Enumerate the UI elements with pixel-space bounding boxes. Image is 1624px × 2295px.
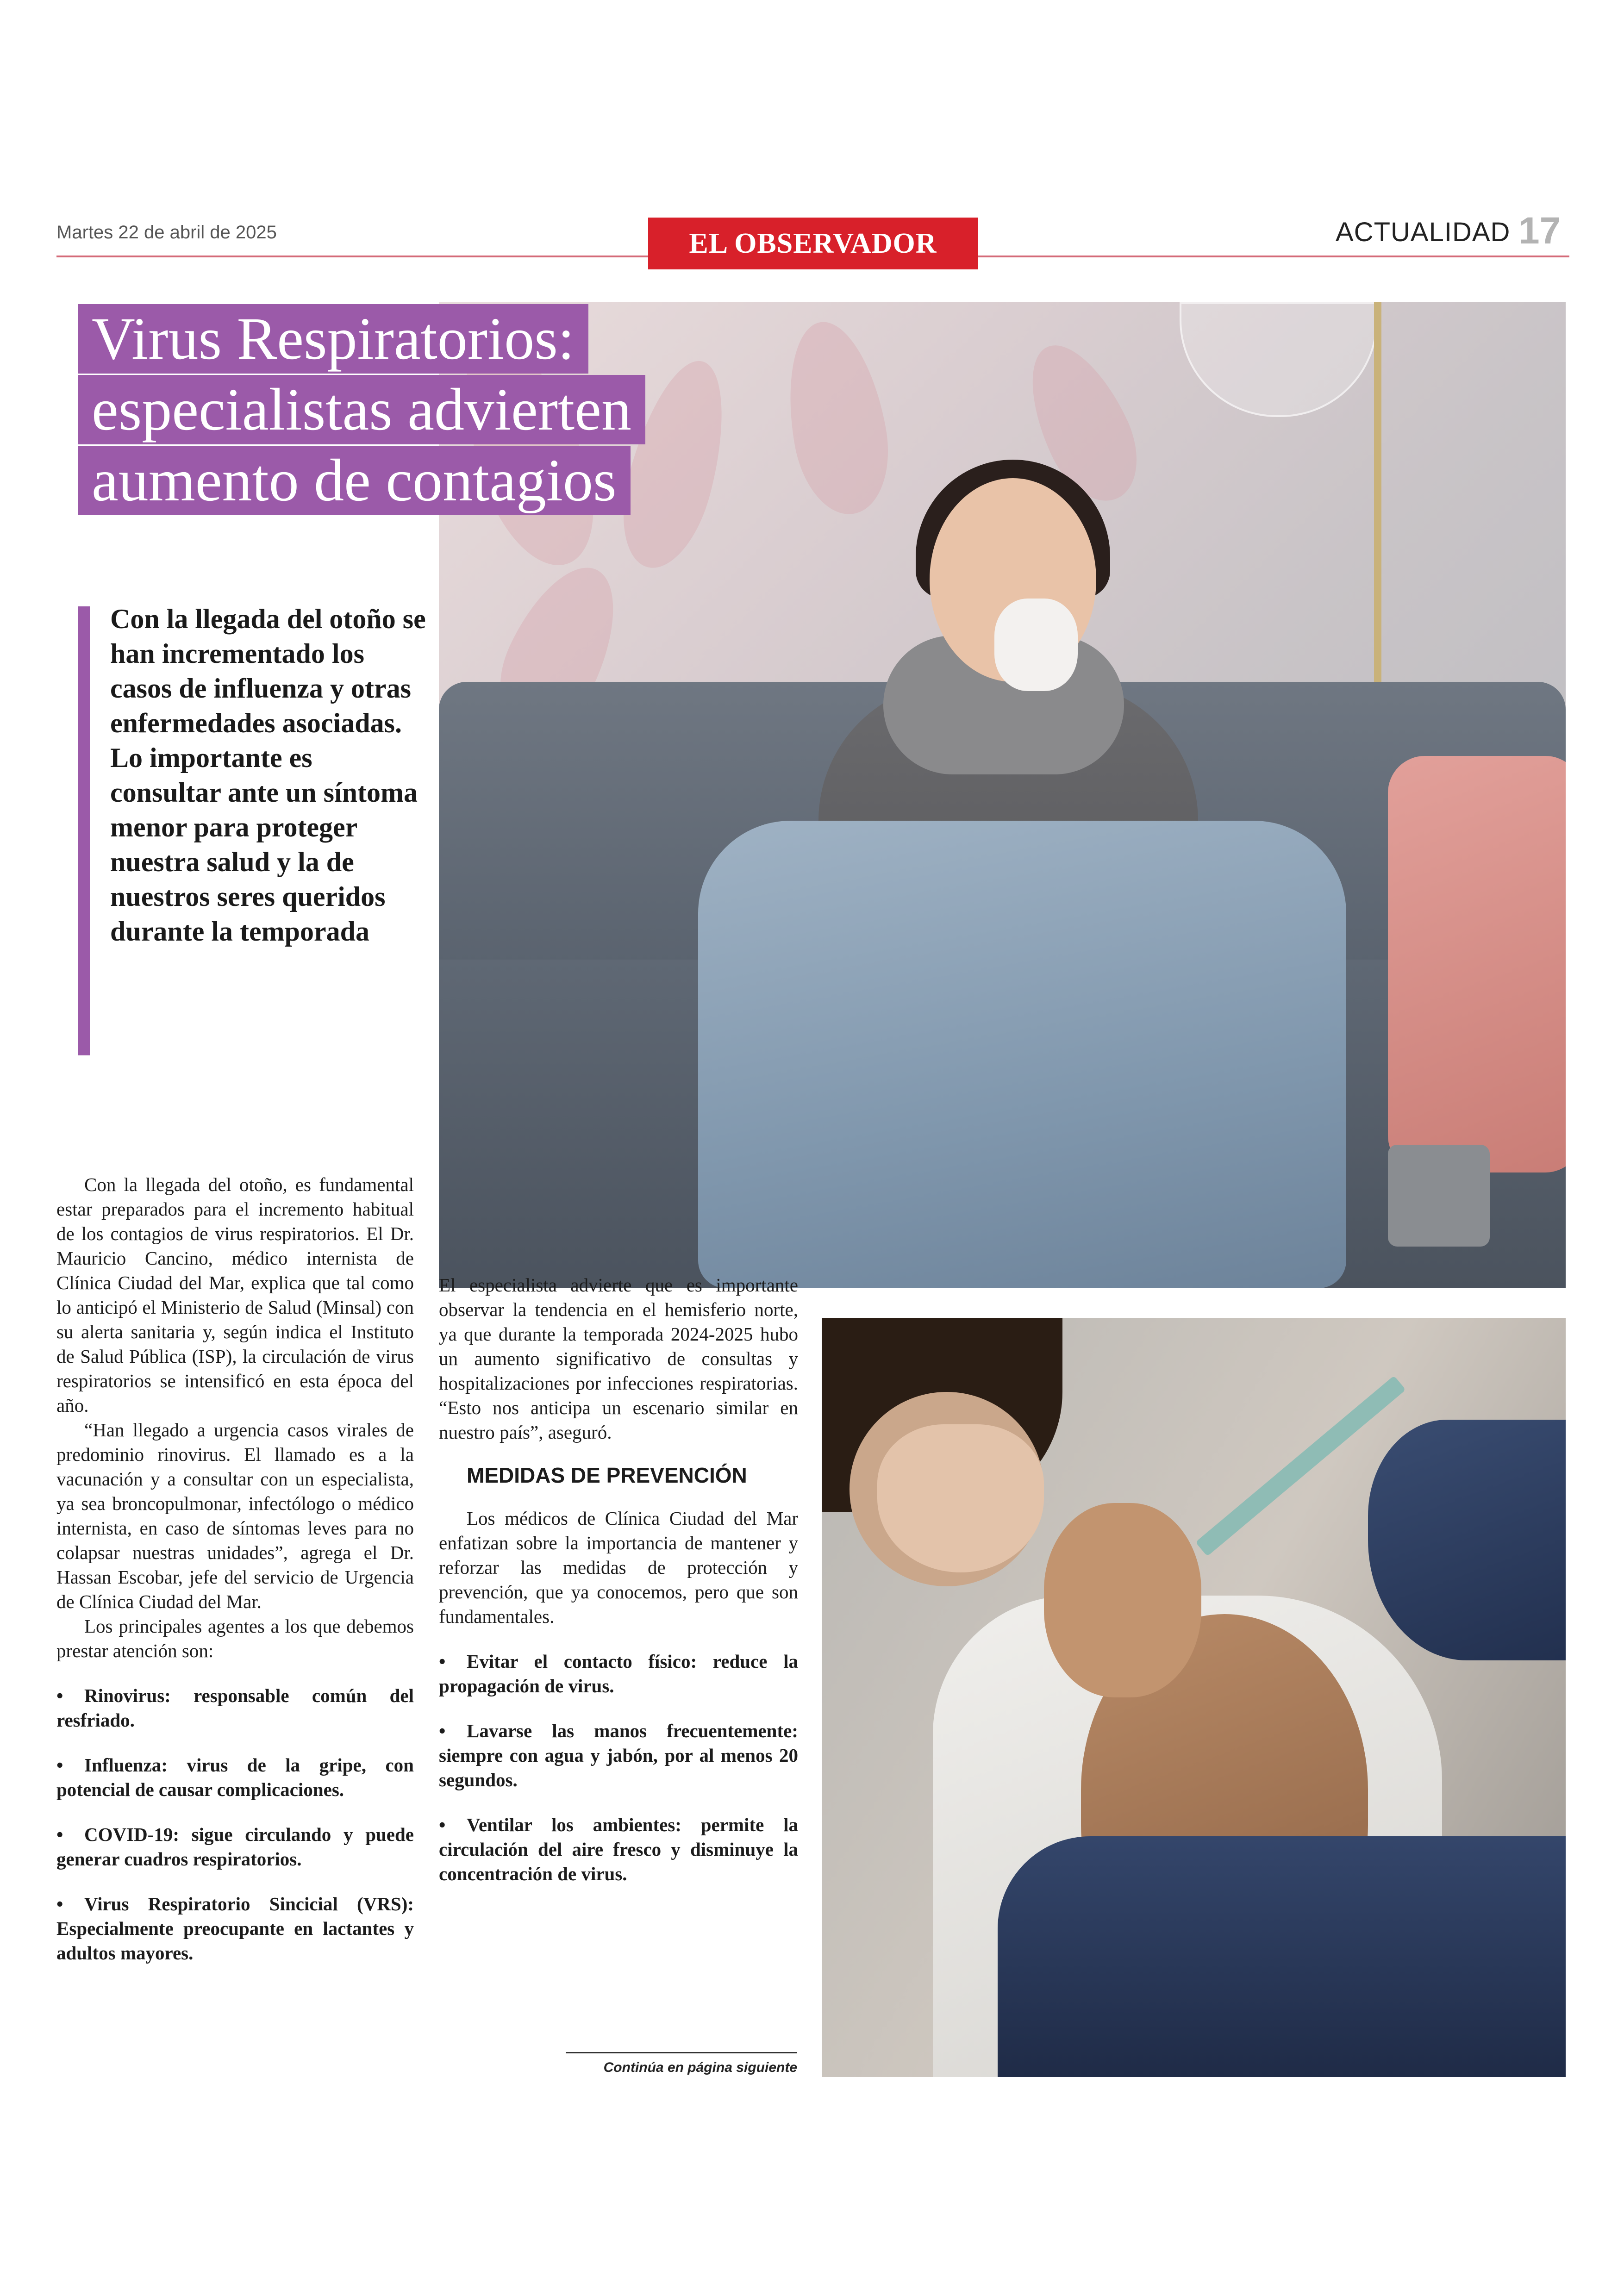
vaccination-photo (822, 1318, 1566, 2077)
headline-line-3: aumento de contagios (78, 446, 631, 515)
bullet-icon: • (56, 1754, 63, 1776)
continued-note: Continúa en página siguiente (603, 2060, 797, 2075)
lead-paragraph: Con la llegada del otoño se han incrementado los casos de influenza y otras enfermedades asociadas. Lo importante es consultar ante un síntoma menor para proteger nuestra salud y la de nuestros seres queridos durante la temporada (110, 604, 426, 947)
bullet-text: Rinovirus: responsable común del resfriado. (56, 1685, 414, 1731)
bullet-icon: • (439, 1720, 446, 1741)
body-paragraph: Con la llegada del otoño, es fundamental estar preparados para el incremento habitual de los contagios de virus respiratorios. El Dr. Mauricio Cancino, médico internista de Clínica Ciudad del Mar, explica que tal como lo anticipó el Ministerio de Salud (Minsal) con su alerta sanitaria y, según indica el Instituto de Salud Pública (ISP), la circulación de virus respiratorios se intensificó en esta época del año. (56, 1174, 414, 1416)
bullet-text: COVID-19: sigue circulando y puede generar cuadros respiratorios. (56, 1824, 414, 1870)
body-paragraph: Los principales agentes a los que debemos prestar atención son: (56, 1615, 414, 1661)
masthead-logo: EL OBSERVADOR (648, 218, 978, 269)
bullet-icon: • (439, 1651, 446, 1672)
bullet-item (56, 1822, 414, 1871)
bullet-item (56, 1753, 414, 1802)
issue-date: Martes 22 de abril de 2025 (56, 222, 277, 243)
bullet-item (56, 1892, 414, 1965)
lead-accent-bar (78, 606, 90, 1055)
body-paragraph: “Han llegado a urgencia casos virales de predominio rinovirus. El llamado es a la vacunación y a consultar con un especialista, ya sea broncopulmonar, infectólogo o médico internista, en caso de síntomas leves para no colapsar nuestras unidades”, agrega el Dr. Hassan Escobar, jefe del servicio de Urgencia de Clínica Ciudad del Mar. (56, 1419, 414, 1612)
bullet-text: Lavarse las manos frecuentemente: siempre con agua y jabón, por al menos 20 segundos. (439, 1720, 798, 1790)
section-subheading: MEDIDAS DE PREVENCIÓN (467, 1463, 747, 1487)
bullet-icon: • (56, 1824, 63, 1845)
bullet-text: Virus Respiratorio Sincicial (VRS): Especialmente preocupante en lactantes y adultos mayores. (56, 1893, 414, 1964)
bullet-item (439, 1719, 798, 1792)
body-paragraph: El especialista advierte que es importante observar la tendencia en el hemisferio norte, ya que durante la temporada 2024-2025 hubo un aumento significativo de consultas y hospitalizaciones por infecciones respiratorias. “Esto nos anticipa un escenario similar en nuestro país”, aseguró. (439, 1274, 798, 1443)
body-column-1 (56, 1172, 414, 1965)
bullet-item (439, 1813, 798, 1886)
bullet-icon: • (439, 1814, 446, 1835)
continued-rule (566, 2052, 797, 2053)
bullet-item (56, 1684, 414, 1733)
body-column-2 (439, 1273, 798, 1886)
bullet-icon: • (56, 1893, 63, 1915)
bullet-text: Influenza: virus de la gripe, con potencial de causar complicaciones. (56, 1754, 414, 1800)
bullet-text: Ventilar los ambientes: permite la circulación del aire fresco y disminuye la concentración de virus. (439, 1814, 798, 1884)
page-number: 17 (1518, 210, 1561, 252)
body-paragraph: Los médicos de Clínica Ciudad del Mar enfatizan sobre la importancia de mantener y reforzar las medidas de protección y prevención, que ya conocemos, pero que son fundamentales. (439, 1508, 798, 1627)
headline-line-1: Virus Respiratorios: (78, 304, 588, 374)
bullet-text: Evitar el contacto físico: reduce la propagación de virus. (439, 1651, 798, 1696)
headline-line-2: especialistas advierten (78, 375, 645, 444)
section-name: ACTUALIDAD (1336, 217, 1511, 247)
bullet-icon: • (56, 1685, 63, 1706)
bullet-item (439, 1649, 798, 1698)
